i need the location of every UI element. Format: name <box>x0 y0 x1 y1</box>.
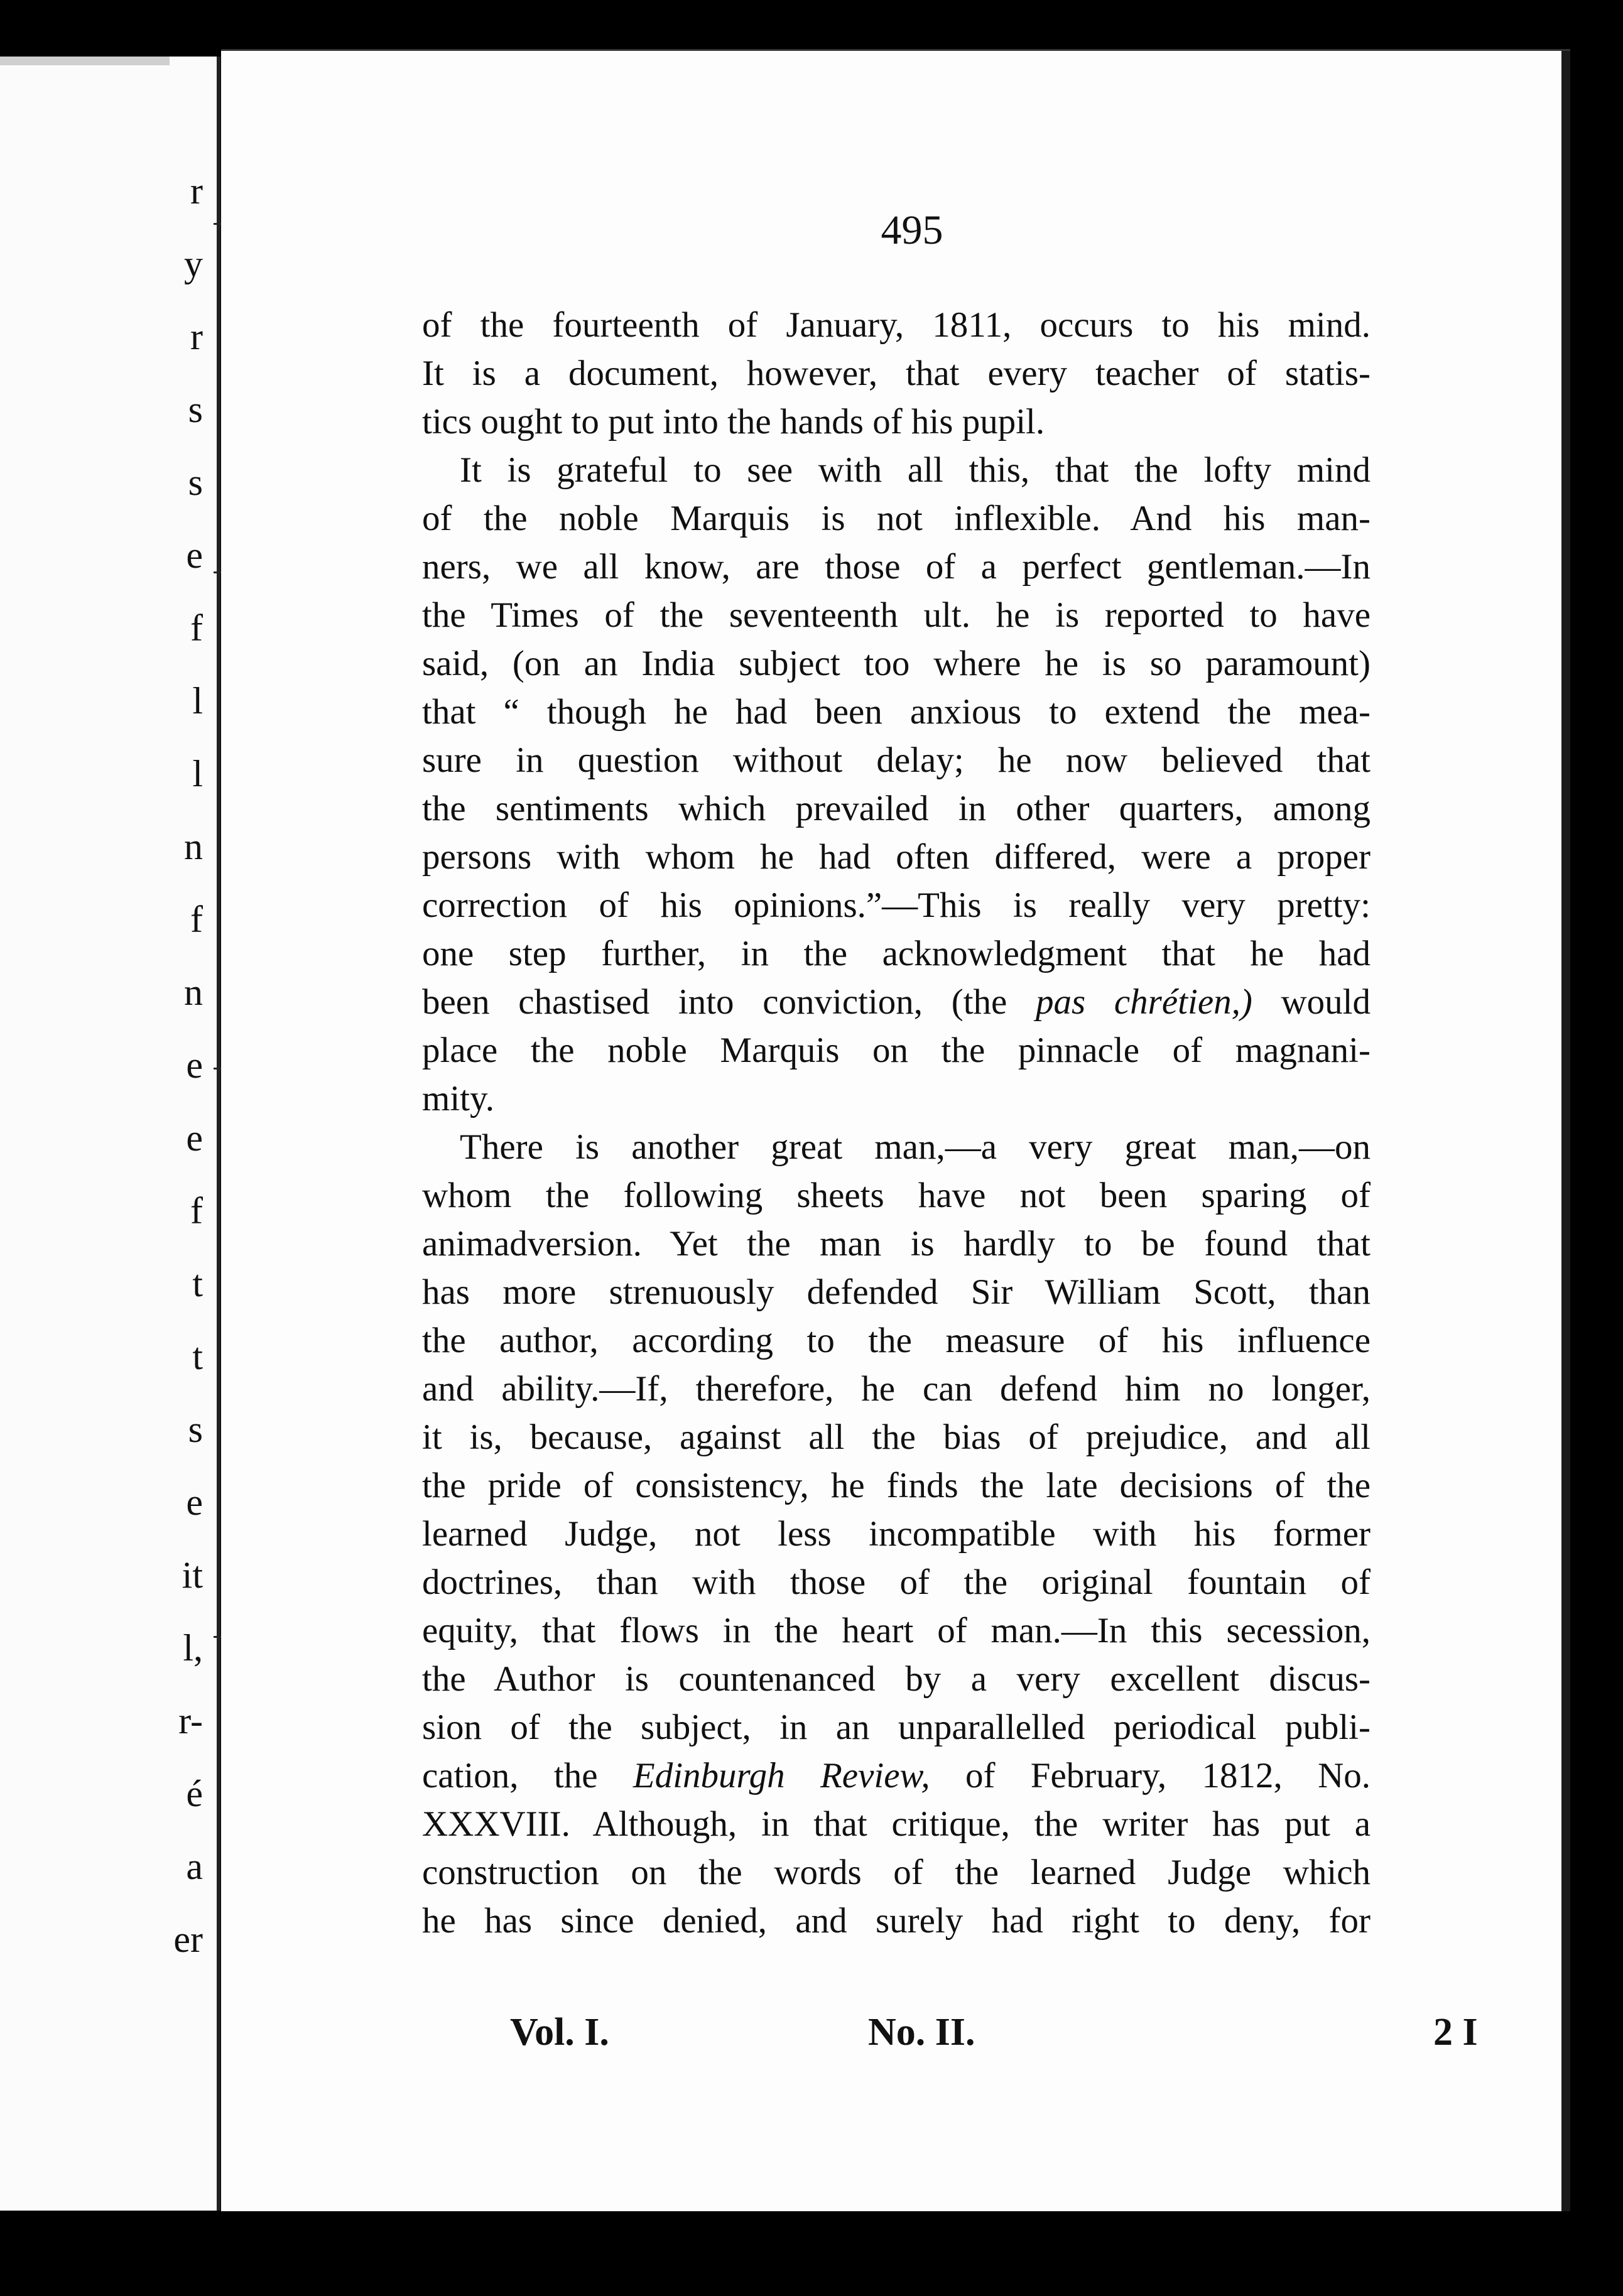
previous-page-letter: s <box>188 462 203 503</box>
text-line: place the noble Marquis on the pinnacle of magnani- <box>422 1031 1371 1070</box>
text-line: construction on the words of the learned Judge which <box>422 1853 1371 1892</box>
previous-page-letter: a <box>186 1846 203 1887</box>
previous-page-letter: s <box>188 1409 203 1450</box>
text-line: of the fourteenth of January, 1811, occurs to his mind. <box>422 305 1371 345</box>
previous-page-letter: é <box>186 1773 203 1814</box>
volume-label: Vol. I. <box>510 2011 609 2054</box>
text-segment: cation, the <box>422 1756 598 1795</box>
text-line: correction of his opinions.”—This is really very pretty: <box>422 885 1371 925</box>
text-line: that “ though he had been anxious to extend the mea- <box>422 692 1371 732</box>
previous-page-edge <box>0 57 220 2211</box>
text-line-with-italic <box>422 978 1371 1026</box>
previous-page-letter: s <box>188 389 203 430</box>
text-segment: of February, 1812, No. <box>930 1756 1371 1795</box>
italic-phrase: Edinburgh Review, <box>632 1756 930 1795</box>
text-line: doctrines, than with those of the original fountain of <box>422 1562 1371 1602</box>
text-line: equity, that flows in the heart of man.—In this secession, <box>422 1611 1371 1650</box>
previous-page-letter: r- <box>178 1700 203 1741</box>
text-line: tics ought to put into the hands of his pupil. <box>422 402 1045 441</box>
text-segment: would <box>1252 982 1371 1022</box>
book-page <box>221 49 1570 2211</box>
page-footer <box>422 2010 1478 2060</box>
previous-page-letter: it <box>182 1554 203 1596</box>
text-line: the pride of consistency, he finds the late decisions of the <box>422 1466 1371 1505</box>
previous-page-letter: e <box>186 1044 203 1086</box>
text-line-with-italic <box>422 1752 1371 1800</box>
text-segment: been chastised into conviction, (the <box>422 982 1007 1022</box>
text-line: the Times of the seventeenth ult. he is reported to have <box>422 595 1371 635</box>
previous-page-letter: f <box>190 1190 203 1232</box>
text-line: whom the following sheets have not been sparing of <box>422 1176 1371 1215</box>
text-line: sure in question without delay; he now believed that <box>422 740 1371 780</box>
body-text <box>422 301 1371 1945</box>
previous-page-letter: y <box>184 243 203 284</box>
text-line: has more strenuously defended Sir William Scott, than <box>422 1272 1371 1312</box>
italic-phrase: pas chrétien,) <box>1036 982 1252 1022</box>
previous-page-letter: r <box>190 170 203 212</box>
text-line: There is another great man,—a very great man,—on <box>460 1127 1371 1167</box>
text-line: he has since denied, and surely had right to deny, for <box>422 1901 1371 1941</box>
text-line: of the noble Marquis is not inflexible. And his man- <box>422 499 1371 538</box>
previous-page-letter: r <box>190 316 203 357</box>
previous-page-letter: e <box>186 534 203 576</box>
text-line: the sentiments which prevailed in other quarters, among <box>422 789 1371 828</box>
previous-page-letter: l <box>192 753 203 794</box>
text-line: the author, according to the measure of his influence <box>422 1321 1371 1360</box>
text-line: and ability.—If, therefore, he can defend him no longer, <box>422 1369 1371 1409</box>
previous-page-letter: er <box>173 1919 203 1960</box>
text-line: learned Judge, not less incompatible with his former <box>422 1514 1371 1554</box>
text-line: one step further, in the acknowledgment that he had <box>422 934 1371 973</box>
previous-page-letter: t <box>192 1336 203 1377</box>
text-line: XXXVIII. Although, in that critique, the writer has put a <box>422 1804 1371 1844</box>
previous-page-letter: e <box>186 1117 203 1159</box>
text-line: said, (on an India subject too where he is so paramount) <box>422 644 1371 683</box>
text-line: ners, we all know, are those of a perfect gentleman.—In <box>422 547 1371 587</box>
text-line: It is grateful to see with all this, that the lofty mind <box>460 450 1371 490</box>
previous-page-letter: e <box>186 1481 203 1523</box>
page-edge-line <box>0 57 170 65</box>
previous-page-letter: n <box>184 826 203 867</box>
text-line: the Author is countenanced by a very excellent discus- <box>422 1659 1371 1699</box>
previous-page-letter: t <box>192 1263 203 1304</box>
previous-page-letter: l <box>192 680 203 722</box>
text-line: animadversion. Yet the man is hardly to be found that <box>422 1224 1371 1264</box>
previous-page-letter: f <box>190 899 203 940</box>
previous-page-letter: f <box>190 607 203 649</box>
previous-page-letter: n <box>184 972 203 1013</box>
text-line: mity. <box>422 1079 495 1118</box>
text-line: persons with whom he had often differed, were a proper <box>422 837 1371 877</box>
signature-mark: 2 I <box>1433 2011 1478 2054</box>
issue-number: No. II. <box>868 2011 975 2054</box>
page-number: 495 <box>881 207 943 253</box>
text-line: sion of the subject, in an unparallelled periodical publi- <box>422 1708 1371 1747</box>
previous-page-letter: l, <box>183 1627 203 1669</box>
text-line: It is a document, however, that every teacher of statis- <box>422 354 1371 393</box>
text-line: it is, because, against all the bias of prejudice, and all <box>422 1417 1371 1457</box>
